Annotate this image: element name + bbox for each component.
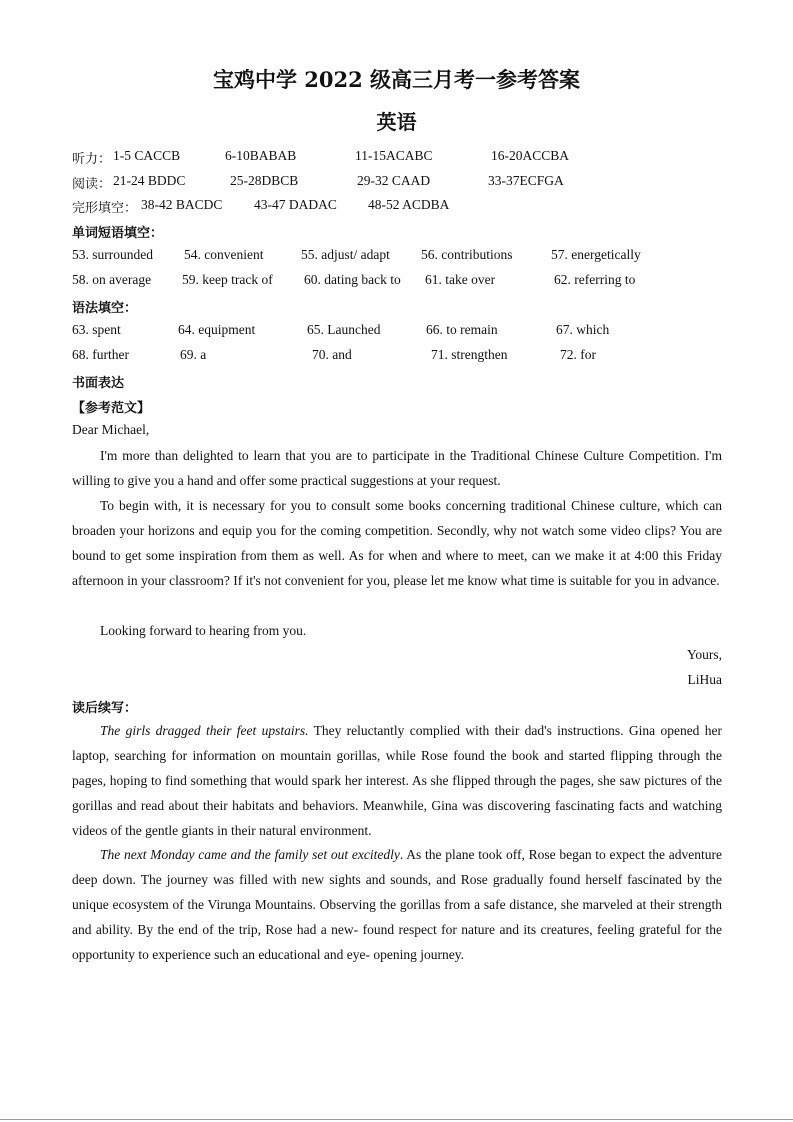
- answer-group: 38-42 BACDC: [141, 197, 223, 212]
- answer-group: 29-32 CAAD: [357, 173, 431, 188]
- answer-group: 25-28DBCB: [230, 173, 299, 188]
- continuation-lead: The girls dragged their feet upstairs.: [100, 723, 309, 738]
- continuation-paragraph: [72, 842, 722, 967]
- letter-paragraph: [72, 493, 722, 593]
- answer-item: 69. a: [180, 347, 207, 362]
- answer-group: 6-10BABAB: [225, 148, 297, 163]
- letter-paragraph: [72, 443, 722, 493]
- answer-item: 60. dating back to: [304, 272, 401, 287]
- answer-item: 53. surrounded: [72, 247, 153, 262]
- subject-title: 英语: [376, 110, 417, 134]
- answer-group: 16-20ACCBA: [491, 148, 570, 163]
- answer-item: 66. to remain: [426, 322, 498, 337]
- reading-label: 阅读：: [72, 177, 112, 192]
- section-heading-continuation: 读后续写：: [72, 701, 138, 716]
- letter-paragraph-text: To begin with, it is necessary for you to consult some books concerning traditional Chinese culture, which can broaden your horizons and equip you for the coming competition. Secondly, why not watch some video clips? You are bound to get some inspiration from them as well. As for when and where to meet, can we make it at 4:00 this Friday afternoon in your classroom? If it's not convenient for you, please let me know what time is suitable for you in advance.: [72, 498, 722, 588]
- answer-item: 59. keep track of: [182, 272, 273, 287]
- section-heading-grammar: 语法填空：: [72, 301, 138, 316]
- section-heading-writing: 书面表达: [72, 376, 125, 391]
- continuation-text: They reluctantly complied with their dad's instructions. Gina opened her laptop, searching for information on mountain gorillas, while Rose found the book and started flipping through the pages, hoping to find something that would spark her interest. As she flipped through the pages, she saw pictures of the gorillas and read about their habitats and behaviors. Meanwhile, Gina was discovering fascinating facts and watching videos of the gentle giants in their natural environment.: [72, 723, 722, 838]
- page-title: 宝鸡中学 2022 级高三月考一参考答案: [212, 67, 581, 92]
- letter-paragraph-text: I'm more than delighted to learn that you are to participate in the Traditional Chinese Culture Competition. I'm willing to give you a hand and offer some practical suggestions at your request.: [72, 448, 722, 488]
- letter-signature: LiHua: [687, 672, 722, 687]
- answer-group: 1-5 CACCB: [113, 148, 181, 163]
- answer-group: 43-47 DADAC: [254, 197, 337, 212]
- letter-paragraph: [72, 618, 722, 643]
- answer-item: 63. spent: [72, 322, 121, 337]
- answer-item: 56. contributions: [421, 247, 513, 262]
- answer-item: 70. and: [312, 347, 352, 362]
- answer-group: 11-15ACABC: [355, 148, 433, 163]
- answer-item: 65. Launched: [307, 322, 381, 337]
- letter-salutation: Dear Michael,: [72, 422, 150, 437]
- continuation-text: . As the plane took off, Rose began to expect the adventure deep down. The journey was filled with new sights and sounds, and Rose gradually found herself fascinated by the unique ecosystem of the Virunga Mountains. Observing the gorillas from a safe distance, she marveled at their strength and ability. By the end of the trip, Rose had a new- found respect for nature and its creatures, feeling grateful for the opportunity to experience such an educational and eye- opening journey.: [72, 847, 722, 962]
- section-heading-words: 单词短语填空：: [72, 226, 164, 241]
- letter-closing: Yours,: [686, 647, 722, 662]
- answer-item: 55. adjust/ adapt: [301, 247, 390, 262]
- answer-item: 62. referring to: [554, 272, 636, 287]
- continuation-lead: The next Monday came and the family set out excitedly: [100, 847, 400, 862]
- sample-heading: 【参考范文】: [72, 401, 151, 416]
- answer-item: 58. on average: [72, 272, 152, 287]
- answer-group: 48-52 ACDBA: [368, 197, 450, 212]
- answer-item: 64. equipment: [178, 322, 256, 337]
- cloze-label: 完形填空：: [72, 201, 138, 216]
- answer-item: 54. convenient: [184, 247, 264, 262]
- answer-item: 71. strengthen: [431, 347, 508, 362]
- answer-group: 33-37ECFGA: [488, 173, 564, 188]
- answer-item: 57. energetically: [551, 247, 641, 262]
- letter-paragraph-text: Looking forward to hearing from you.: [100, 623, 307, 638]
- listening-label: 听力：: [72, 152, 112, 167]
- page-bottom-rule: [0, 1119, 793, 1120]
- answer-item: 61. take over: [425, 272, 496, 287]
- answer-item: 72. for: [560, 347, 596, 362]
- answer-item: 68. further: [72, 347, 129, 362]
- continuation-paragraph: [72, 718, 722, 843]
- answer-group: 21-24 BDDC: [113, 173, 186, 188]
- answer-item: 67. which: [556, 322, 610, 337]
